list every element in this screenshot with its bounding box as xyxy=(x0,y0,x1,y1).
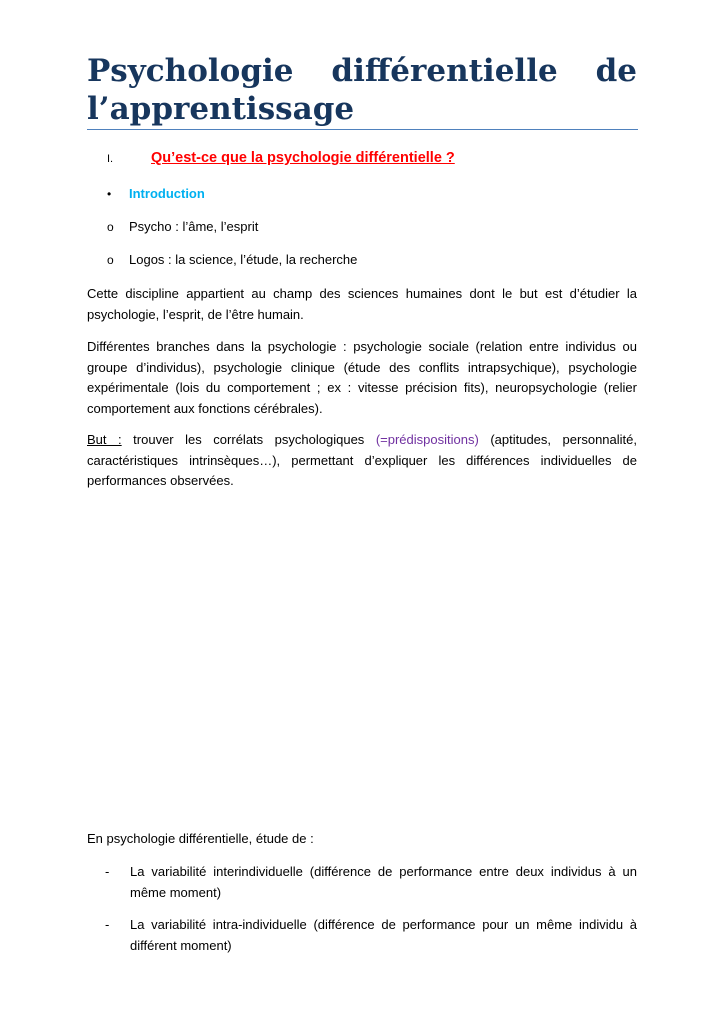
title-divider xyxy=(87,129,638,130)
section-number: I. xyxy=(107,153,114,165)
goal-label: But : xyxy=(87,432,122,447)
bullet-dot-icon: • xyxy=(107,186,112,201)
circle-bullet-icon: o xyxy=(107,219,114,234)
sub-bullet-item xyxy=(107,219,258,234)
section-title: Qu’est-ce que la psychologie différentielle ? xyxy=(151,150,455,166)
document-page xyxy=(87,0,637,1024)
title-word: différentielle xyxy=(331,53,558,89)
list-item xyxy=(105,915,637,956)
sub-bullet-text: Logos : la science, l’étude, la recherche xyxy=(129,252,358,267)
goal-text: trouver les corrélats psychologiques xyxy=(121,432,376,447)
sub-bullet-text: Psycho : l’âme, l’esprit xyxy=(129,219,259,234)
title-line-1 xyxy=(87,52,637,90)
title-word: de xyxy=(595,53,637,89)
title-word: Psychologie xyxy=(87,53,294,89)
circle-bullet-icon: o xyxy=(107,252,114,267)
document-title xyxy=(87,52,637,128)
list-item-text: La variabilité intra-individuelle (différence de performance pour un même individu à différent moment) xyxy=(130,917,637,953)
list-item-text: La variabilité interindividuelle (différence de performance entre deux individus à un même moment) xyxy=(130,864,637,900)
paragraph-branches: Différentes branches dans la psychologie : psychologie sociale (relation entre individus ou groupe d’individus), psychologie clinique (étude des conflits intrapsychique), psychologie expérimentale (lois du comportement ; ex : vitesse précision fits), neuropsychologie (relier comportement aux fonctions cérébrales). xyxy=(87,339,637,416)
sub-bullet-item xyxy=(107,252,357,267)
paragraph-goal xyxy=(87,430,637,492)
paragraph-list-intro: En psychologie différentielle, étude de : xyxy=(87,831,314,846)
paragraph-discipline: Cette discipline appartient au champ des sciences humaines dont le but est d’étudier la psychologie, l’esprit, de l’être humain. xyxy=(87,286,637,322)
introduction-label: Introduction xyxy=(129,186,205,201)
title-line-2: l’apprentissage xyxy=(87,91,355,127)
dash-bullet-icon: - xyxy=(105,917,110,932)
goal-text-continued: (aptitudes, personnalité, caractéristiques intrinsèques…), permettant d’expliquer les différences individuelles de performances observées. xyxy=(87,432,637,488)
bullet-item-introduction xyxy=(107,186,205,201)
list-item xyxy=(105,862,637,903)
dash-bullet-icon: - xyxy=(105,864,110,879)
section-heading xyxy=(107,150,637,166)
goal-predispositions: (=prédispositions) xyxy=(375,432,479,447)
